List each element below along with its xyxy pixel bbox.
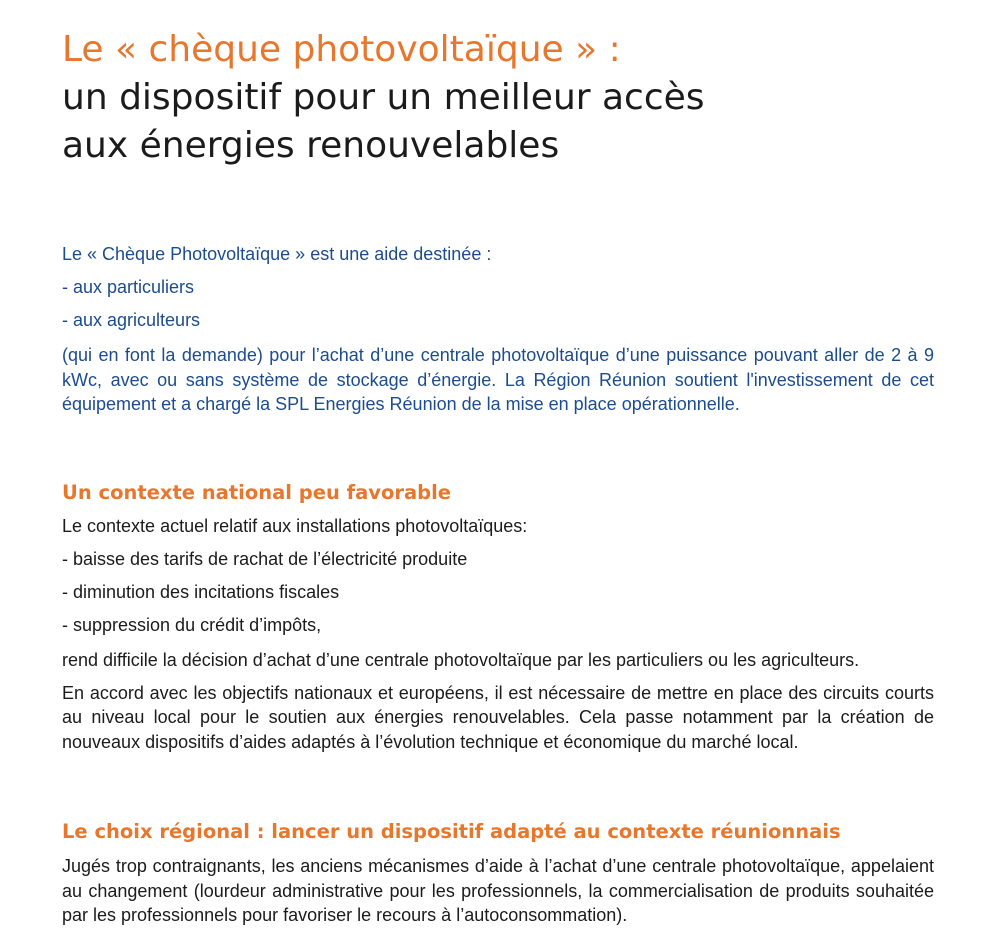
section-list-item: - baisse des tarifs de rachat de l’électricité produite bbox=[62, 549, 468, 569]
section-regional-choice bbox=[62, 854, 934, 928]
section-paragraph: Jugés trop contraignants, les anciens mécanismes d’aide à l’achat d’une centrale photovoltaïque, appelaient au changement (lourdeur administrative pour les professionnels, la commercialisation de produits souhaitée par les professionnels pour favoriser le recours à l’autoconsommation). bbox=[62, 856, 934, 925]
title-line-2: un dispositif pour un meilleur accès bbox=[62, 77, 705, 118]
section-heading-regional-choice: Le choix régional : lancer un dispositif adapté au contexte réunionnais bbox=[62, 820, 841, 843]
page-title bbox=[62, 26, 962, 170]
intro-lead: Le « Chèque Photovoltaïque » est une aide destinée : bbox=[62, 244, 492, 264]
section-paragraph: rend difficile la décision d’achat d’une centrale photovoltaïque par les particuliers ou les agriculteurs. bbox=[62, 650, 860, 670]
intro-list-item: - aux agriculteurs bbox=[62, 310, 201, 330]
intro-paragraph: (qui en font la demande) pour l’achat d’une centrale photovoltaïque d’une puissance pouvant aller de 2 à 9 kWc, avec ou sans système de stockage d’énergie. La Région Réunion soutient l'investissement de cet équipement et a chargé la SPL Energies Réunion de la mise en place opérationnelle. bbox=[62, 345, 934, 414]
title-line-3: aux énergies renouvelables bbox=[62, 125, 560, 166]
section-lead: Le contexte actuel relatif aux installations photovoltaïques: bbox=[62, 516, 528, 536]
section-national-context bbox=[62, 510, 934, 754]
section-paragraph: En accord avec les objectifs nationaux et européens, il est nécessaire de mettre en place des circuits courts au niveau local pour le soutien aux énergies renouvelables. Cela passe notamment par la création de nouveaux dispositifs d’aides adaptés à l’évolution technique et économique du marché local. bbox=[62, 682, 934, 752]
section-heading-national-context: Un contexte national peu favorable bbox=[62, 481, 452, 504]
title-line-1: Le « chèque photovoltaïque » : bbox=[62, 29, 621, 70]
section-list-item: - suppression du crédit d’impôts, bbox=[62, 615, 322, 635]
intro-block bbox=[62, 238, 934, 417]
intro-list-item: - aux particuliers bbox=[62, 277, 195, 297]
section-list-item: - diminution des incitations fiscales bbox=[62, 582, 340, 602]
